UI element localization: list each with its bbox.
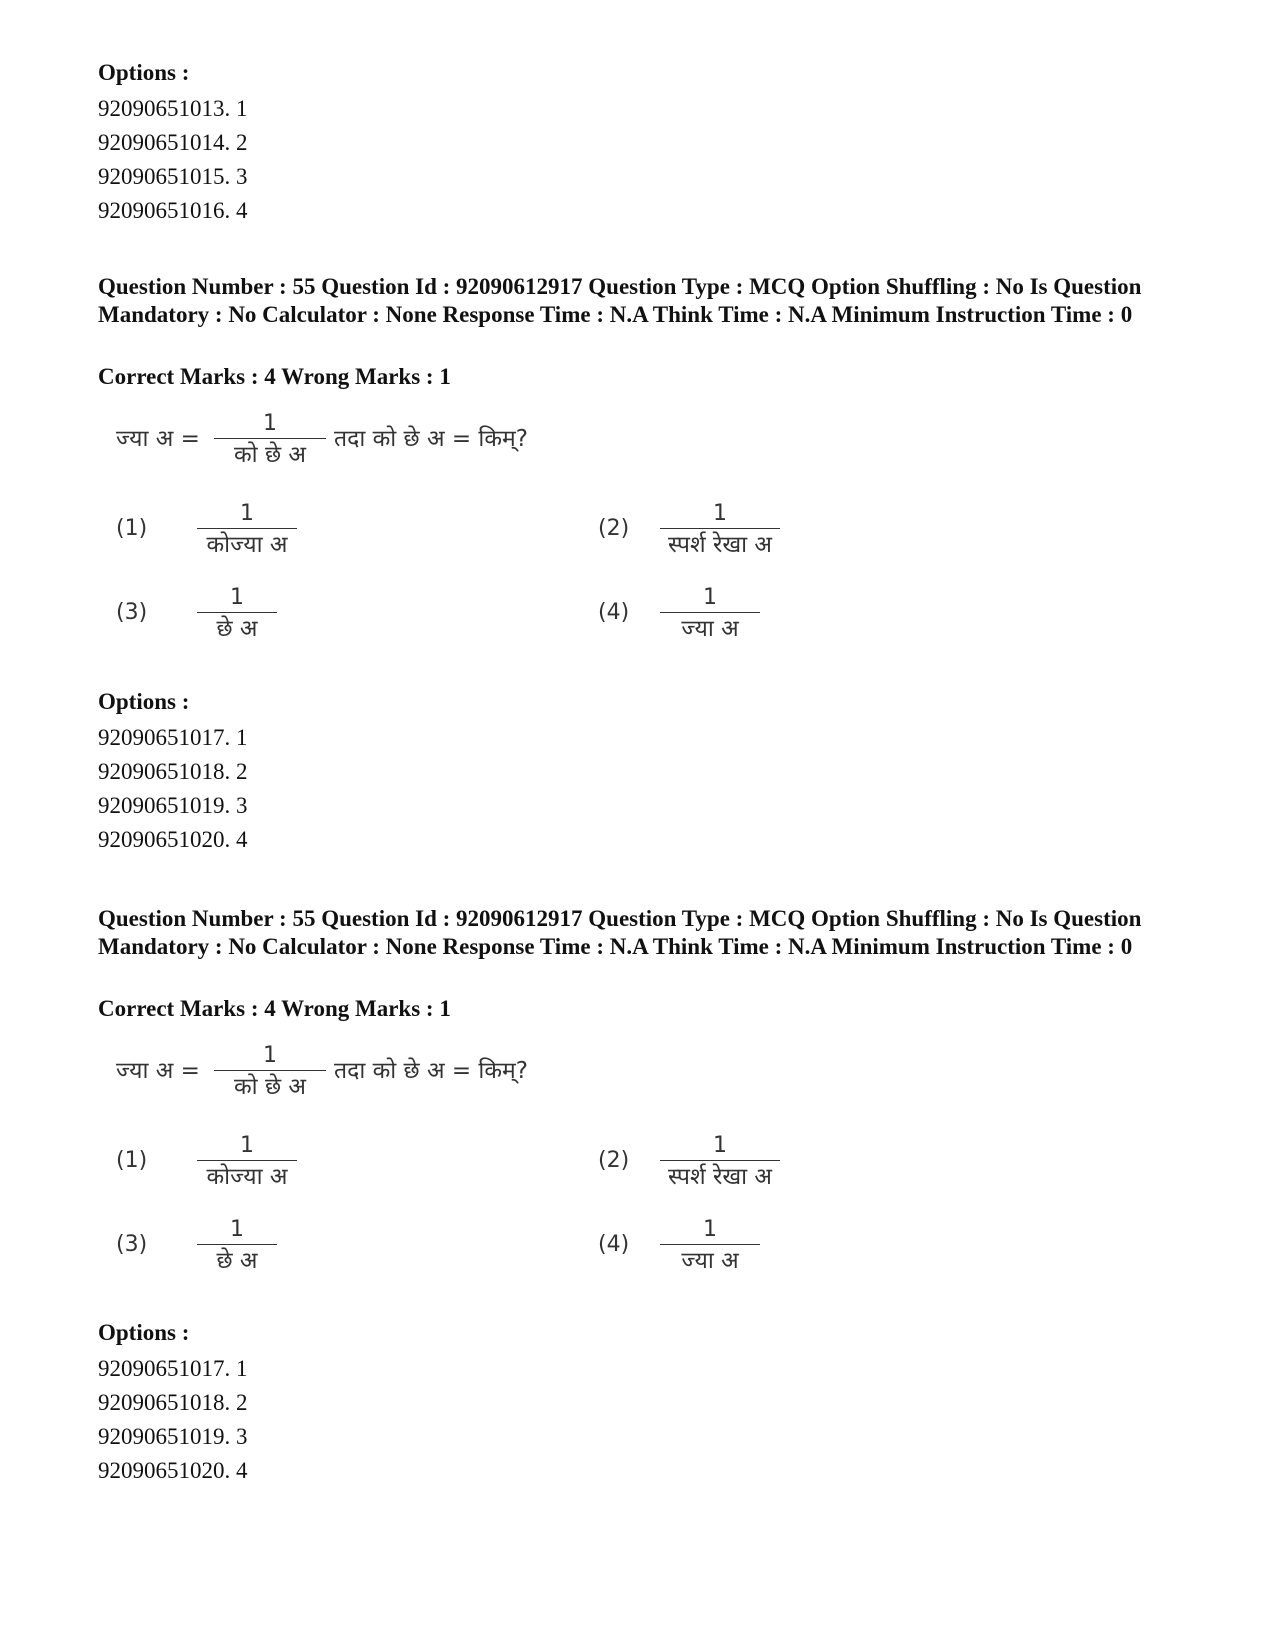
option-line: 92090651017. 1 — [98, 1356, 248, 1381]
choice-fraction — [197, 584, 277, 645]
choice-label: (4) — [598, 600, 630, 625]
choice-label: (4) — [598, 1232, 630, 1257]
choice-denominator: छे अ — [216, 1248, 258, 1274]
option-line: 92090651015. 3 — [98, 164, 248, 189]
option-line: 92090651020. 4 — [98, 827, 248, 852]
stem-prefix: ज्या अ = — [116, 1058, 200, 1084]
choice-fraction — [197, 1132, 297, 1193]
choice-denominator: स्पर्श रेखा अ — [667, 532, 773, 558]
choice-denominator: ज्या अ — [681, 616, 739, 642]
choice-numerator: 1 — [703, 1217, 717, 1242]
choice-numerator: 1 — [230, 585, 244, 610]
stem-suffix: तदा को छे अ = किम्? — [334, 1058, 529, 1084]
choice-label: (2) — [598, 1148, 630, 1173]
option-line: 92090651018. 2 — [98, 759, 248, 784]
choice-numerator: 1 — [703, 585, 717, 610]
stem-numerator: 1 — [263, 411, 277, 436]
choice-denominator: स्पर्श रेखा अ — [667, 1164, 773, 1190]
choice-numerator: 1 — [240, 1133, 254, 1158]
choice-denominator: ज्या अ — [681, 1248, 739, 1274]
choice-fraction — [197, 500, 297, 561]
choice-numerator: 1 — [713, 1133, 727, 1158]
choice-fraction — [660, 584, 760, 645]
choice-fraction — [660, 1216, 760, 1277]
option-line: 92090651017. 1 — [98, 725, 248, 750]
option-line: 92090651020. 4 — [98, 1458, 248, 1483]
question-marks: Correct Marks : 4 Wrong Marks : 1 — [98, 996, 451, 1021]
choice-label: (2) — [598, 516, 630, 541]
choice-label: (1) — [116, 516, 148, 541]
choice-fraction — [197, 1216, 277, 1277]
choice-numerator: 1 — [240, 501, 254, 526]
stem-suffix: तदा को छे अ = किम्? — [334, 426, 529, 452]
choice-label: (3) — [116, 1232, 148, 1257]
options-heading: Options : — [98, 689, 190, 714]
question-header: Question Number : 55 Question Id : 92090612917 Question Type : MCQ Option Shuffling : No Is Question Mandatory : No Calculator : None Response Time : N.A Think Time : N.A Minimum Instruction Time : 0 — [98, 906, 1142, 959]
options-heading: Options : — [98, 1320, 190, 1345]
option-line: 92090651013. 1 — [98, 96, 248, 121]
stem-denominator: को छे अ — [234, 1074, 306, 1100]
choice-denominator: छे अ — [216, 616, 258, 642]
option-line: 92090651019. 3 — [98, 1424, 248, 1449]
question-image — [112, 410, 812, 670]
stem-prefix: ज्या अ = — [116, 426, 200, 452]
choice-fraction — [660, 500, 780, 561]
options-block — [98, 1318, 248, 1488]
options-block-top — [98, 58, 248, 228]
option-line: 92090651018. 2 — [98, 1390, 248, 1415]
stem-denominator: को छे अ — [234, 442, 306, 468]
choice-denominator: कोज्या अ — [206, 1164, 288, 1190]
options-block — [98, 687, 248, 857]
option-line: 92090651016. 4 — [98, 198, 248, 223]
choice-label: (1) — [116, 1148, 148, 1173]
choice-label: (3) — [116, 600, 148, 625]
question-image — [112, 1042, 812, 1302]
stem-fraction — [214, 1042, 326, 1103]
question-marks: Correct Marks : 4 Wrong Marks : 1 — [98, 364, 451, 389]
choice-numerator: 1 — [230, 1217, 244, 1242]
choice-fraction — [660, 1132, 780, 1193]
stem-numerator: 1 — [263, 1043, 277, 1068]
option-line: 92090651014. 2 — [98, 130, 248, 155]
stem-fraction — [214, 410, 326, 471]
choice-numerator: 1 — [713, 501, 727, 526]
option-line: 92090651019. 3 — [98, 793, 248, 818]
choice-denominator: कोज्या अ — [206, 532, 288, 558]
question-header: Question Number : 55 Question Id : 92090612917 Question Type : MCQ Option Shuffling : No Is Question Mandatory : No Calculator : None Response Time : N.A Think Time : N.A Minimum Instruction Time : 0 — [98, 274, 1142, 327]
options-heading: Options : — [98, 60, 190, 85]
